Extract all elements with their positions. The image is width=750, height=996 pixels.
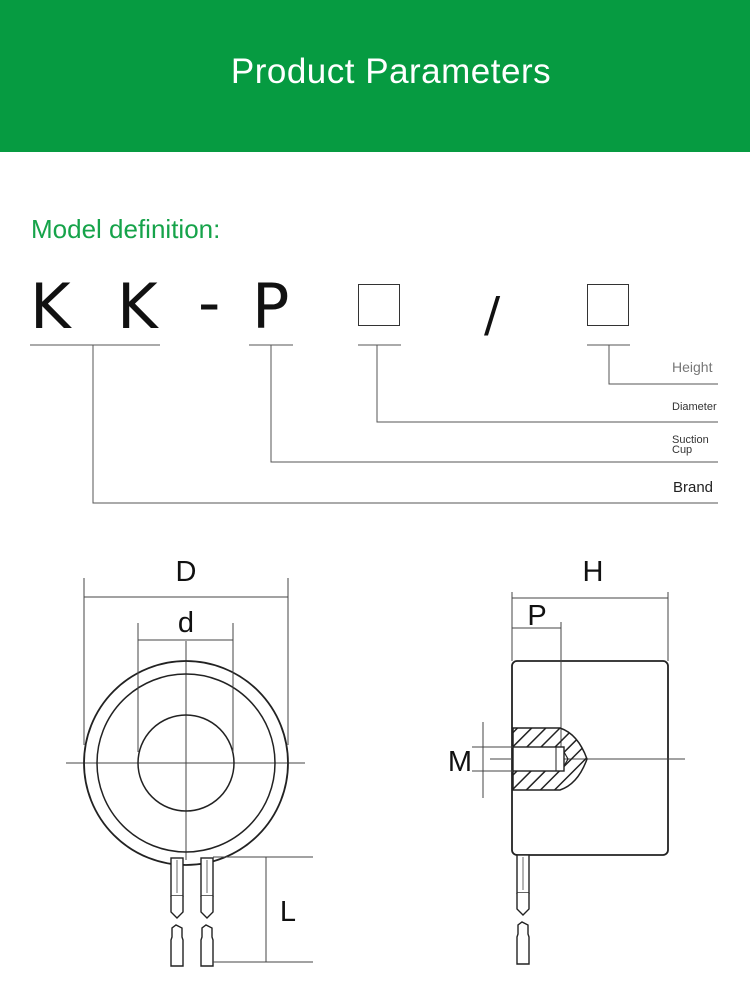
side-view [472, 592, 685, 964]
code-letter-k2: K [117, 270, 158, 343]
diameter-label: Diameter [672, 401, 717, 413]
suction-cup-label: Suction Cup [672, 434, 709, 456]
dim-label-inner-diameter: d [177, 607, 195, 639]
dim-label-outer-diameter: D [175, 556, 197, 588]
model-leader-lines [30, 345, 718, 503]
dim-label-thread-depth: P [527, 600, 547, 632]
code-slash: / [484, 287, 501, 343]
code-letter-p: P [252, 270, 290, 343]
model-definition-heading: Model definition: [31, 214, 221, 244]
code-dash: - [198, 266, 221, 339]
code-letter-k1: K [30, 270, 71, 343]
brand-label: Brand [673, 479, 714, 496]
page-title: Product Parameters [230, 52, 552, 91]
height-label: Height [672, 359, 713, 375]
dim-label-height: H [582, 556, 604, 588]
dim-label-thread: M [447, 746, 473, 778]
dim-label-lead-length: L [279, 896, 297, 928]
